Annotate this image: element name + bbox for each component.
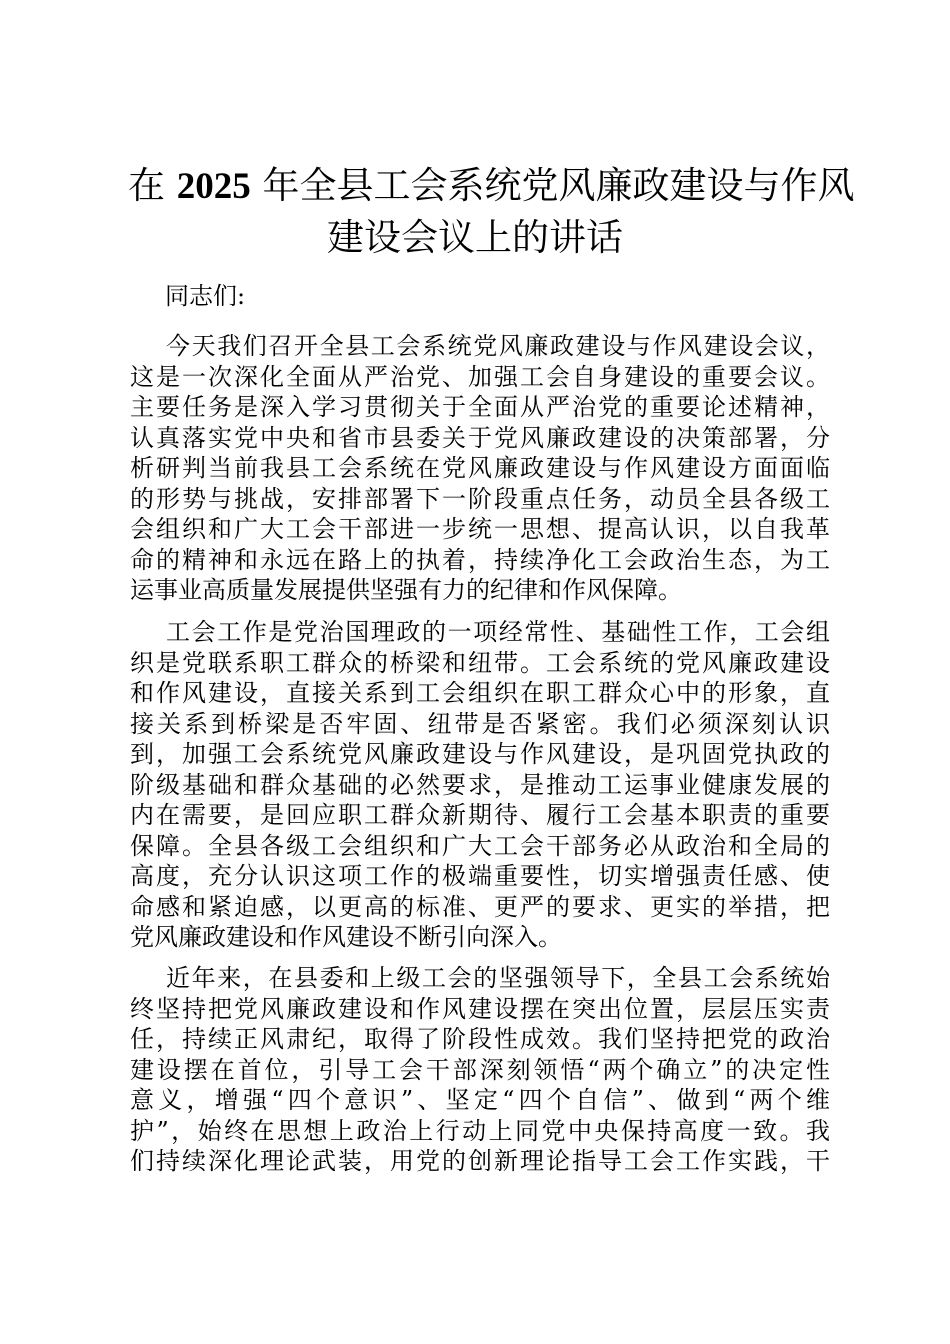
paragraph-line: 党风廉政建设和作风建设不断引向深入。 <box>130 923 562 951</box>
title-line-1: 在 2025 年全县工会系统党风廉政建设与作风 <box>128 164 855 207</box>
paragraph-line: 这是一次深化全面从严治党、加强工会自身建设的重要会议。 <box>130 362 830 391</box>
body-paragraph <box>130 331 830 606</box>
paragraph-line: 织是党联系职工群众的桥梁和纽带。工会系统的党风廉政建设 <box>130 648 830 677</box>
title-line-2: 建设会议上的讲话 <box>327 216 623 259</box>
paragraph-line: 命的精神和永远在路上的执着，持续净化工会政治生态，为工 <box>130 545 830 574</box>
salutation: 同志们: <box>165 282 246 310</box>
paragraph-line: 接关系到桥梁是否牢固、纽带是否紧密。我们必须深刻认识 <box>130 709 830 738</box>
paragraph-line: 阶级基础和群众基础的必然要求，是推动工运事业健康发展的 <box>130 770 830 799</box>
paragraph-line: 工会工作是党治国理政的一项经常性、基础性工作，工会组 <box>166 618 830 646</box>
paragraph-line: 会组织和广大工会干部进一步统一思想、提高认识，以自我革 <box>130 515 830 543</box>
paragraph-line: 到，加强工会系统党风廉政建设与作风建设，是巩固党执政的 <box>130 740 830 768</box>
paragraph-line: 高度，充分认识这项工作的极端重要性，切实增强责任感、使 <box>130 862 830 890</box>
paragraph-line: 终坚持把党风廉政建设和作风建设摆在突出位置，层层压实责 <box>130 994 830 1023</box>
paragraph-line: 和作风建设，直接关系到工会组织在职工群众心中的形象，直 <box>130 679 830 707</box>
paragraph-line: 析研判当前我县工会系统在党风廉政建设与作风建设方面面临 <box>130 454 830 482</box>
paragraph-line: 认真落实党中央和省市县委关于党风廉政建设的决策部署，分 <box>130 423 830 452</box>
paragraph-line: 的形势与挑战，安排部署下一阶段重点任务，动员全县各级工 <box>130 484 830 513</box>
paragraph-line: 主要任务是深入学习贯彻关于全面从严治党的重要论述精神， <box>130 393 830 421</box>
title-year: 2025 <box>176 166 251 207</box>
paragraph-line: 今天我们召开全县工会系统党风廉政建设与作风建设会议， <box>166 332 830 360</box>
paragraph-line: 内在需要，是回应职工群众新期待、履行工会基本职责的重要 <box>130 801 830 829</box>
paragraph-line: 护”，始终在思想上政治上行动上同党中央保持高度一致。我 <box>130 1116 830 1145</box>
paragraph-line: 意义，增强“四个意识”、坚定“四个自信”、做到“两个维 <box>130 1086 830 1114</box>
document-title <box>128 160 855 263</box>
paragraph-line: 运事业高质量发展提供坚强有力的纪律和作风保障。 <box>130 576 682 604</box>
paragraph-line: 命感和紧迫感，以更高的标准、更严的要求、更实的举措，把 <box>130 892 830 921</box>
body-paragraph <box>130 963 830 1177</box>
paragraph-line: 们持续深化理论武装，用党的创新理论指导工会工作实践，干 <box>130 1147 830 1175</box>
paragraph-line: 近年来，在县委和上级工会的坚强领导下，全县工会系统始 <box>166 964 830 992</box>
paragraph-line: 保障。全县各级工会组织和广大工会干部务必从政治和全局的 <box>130 831 830 860</box>
paragraph-line: 任，持续正风肃纪，取得了阶段性成效。我们坚持把党的政治 <box>130 1025 830 1053</box>
body-paragraph <box>130 617 830 953</box>
paragraph-line: 建设摆在首位，引导工会干部深刻领悟“两个确立”的决定性 <box>130 1055 830 1084</box>
